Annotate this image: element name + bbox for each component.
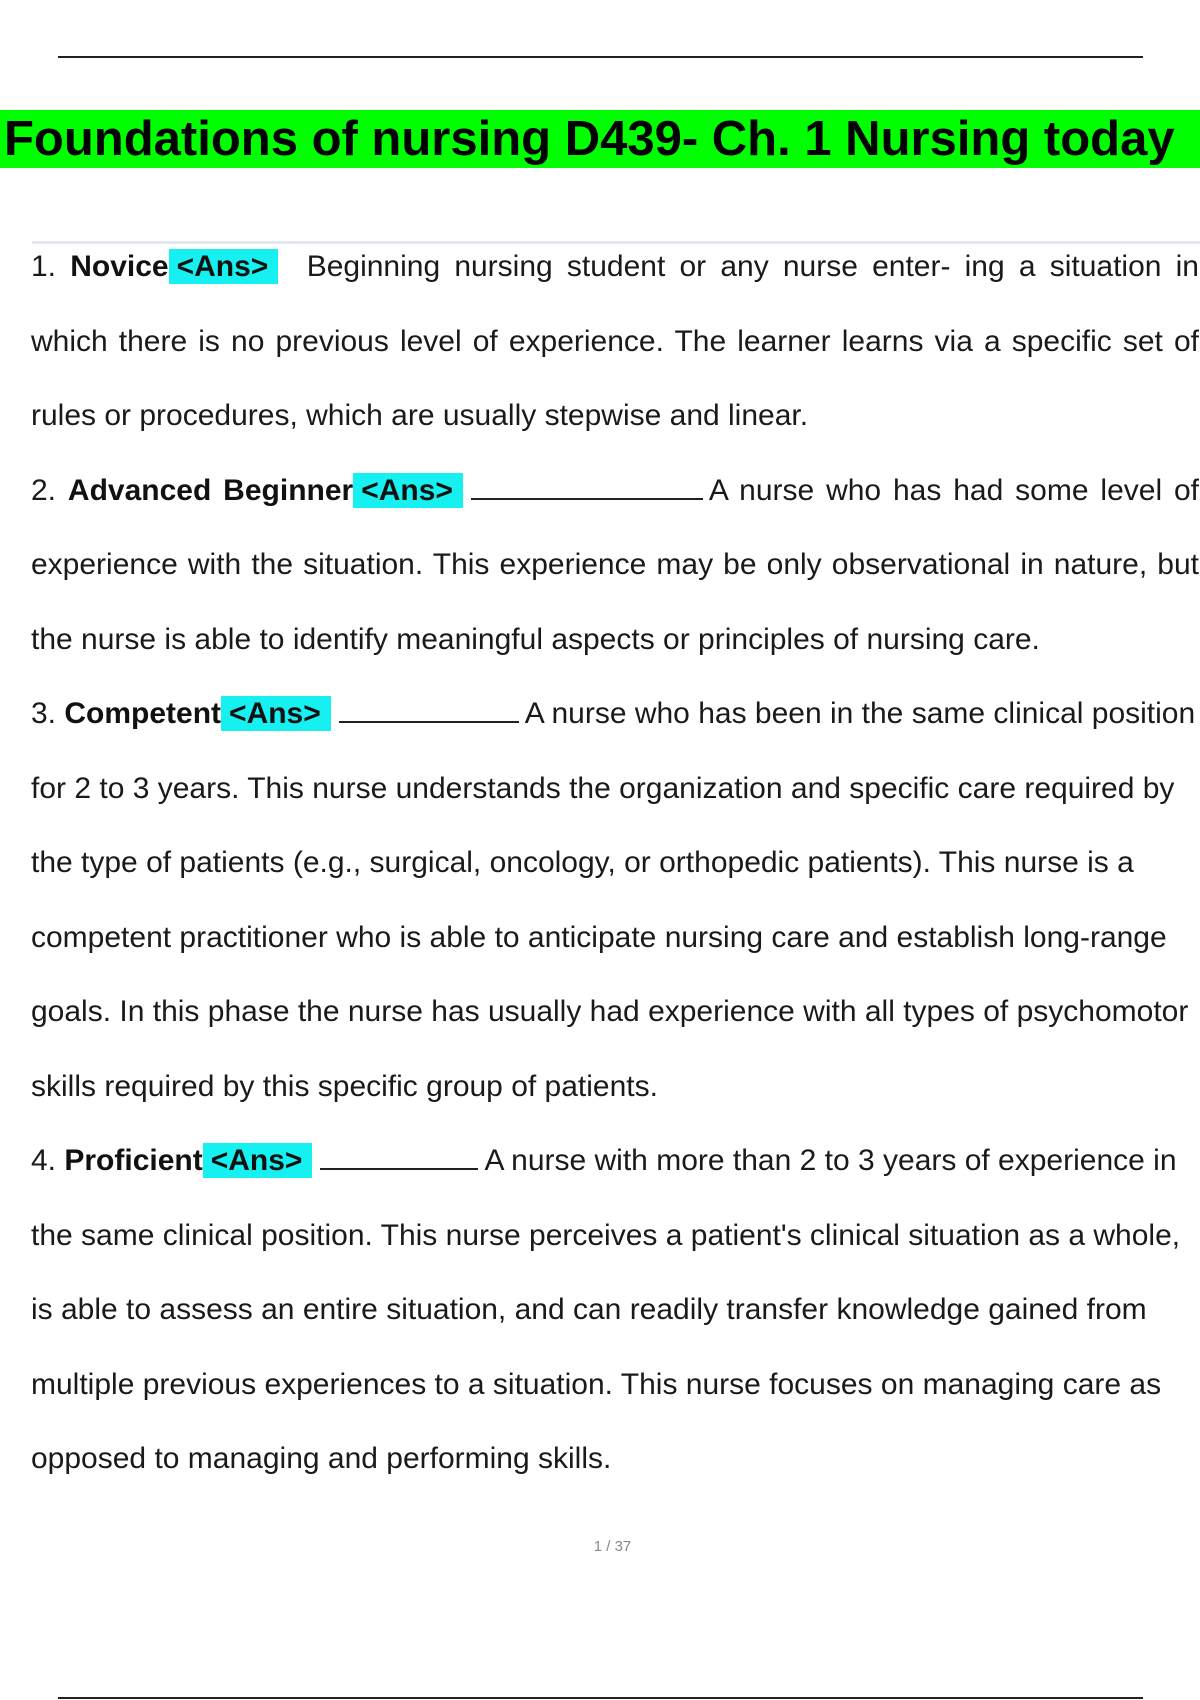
bottom-rule (58, 1697, 1143, 1699)
item-number: 1. (31, 250, 57, 283)
item-definition: Beginning nursing student or any nurse enter- ing a situation in which there is no previous level of experience. The learner learns via a specific set of rules or procedures, which are usually stepwise and linear. (31, 250, 1199, 432)
item-number: 3. (31, 697, 57, 730)
item-definition: A nurse who has had some level of experience with the situation. This experience may be only observational in nature, but the nurse is able to identify meaningful aspects or principles of nursing care. (31, 473, 1200, 656)
list-item (31, 230, 1199, 454)
answer-blank (471, 470, 703, 500)
document-title: Foundations of nursing D439- Ch. 1 Nursing today (4, 112, 1175, 166)
item-term: Advanced Beginner (67, 473, 354, 507)
answer-blank (320, 1140, 478, 1170)
answer-tag: <Ans> (203, 1143, 313, 1178)
item-term: Competent (64, 697, 222, 730)
list-item (31, 1124, 1199, 1497)
title-banner (0, 110, 1200, 168)
list-item (31, 454, 1199, 678)
answer-tag: <Ans> (169, 249, 279, 284)
top-rule (58, 56, 1143, 58)
item-number: 2. (31, 473, 57, 507)
item-number: 4. (31, 1144, 57, 1177)
list-item (31, 677, 1199, 1124)
answer-blank (339, 693, 519, 723)
flashcard-list (31, 230, 1199, 1497)
answer-tag: <Ans> (353, 473, 463, 508)
item-definition: A nurse who has been in the same clinical position for 2 to 3 years. This nurse understands the organization and specific care required by the type of patients (e.g., surgical, oncology, or orthopedic patients). This nurse is a competent practitioner who is able to anticipate nursing care and establish long-range goals. In this phase the nurse has usually had experience with all types of psychomotor skills required by this specific group of patients. (31, 697, 1196, 1103)
answer-tag: <Ans> (221, 696, 331, 731)
item-definition: A nurse with more than 2 to 3 years of experience in the same clinical position. This nurse perceives a patient's clinical situation as a whole, is able to assess an entire situation, and can readily transfer knowledge gained from multiple previous experiences to a situation. This nurse focuses on managing care as opposed to managing and performing skills. (31, 1144, 1181, 1475)
item-term: Proficient (64, 1144, 203, 1177)
page-indicator: 1 / 37 (593, 1538, 632, 1555)
item-term: Novice (70, 250, 169, 283)
